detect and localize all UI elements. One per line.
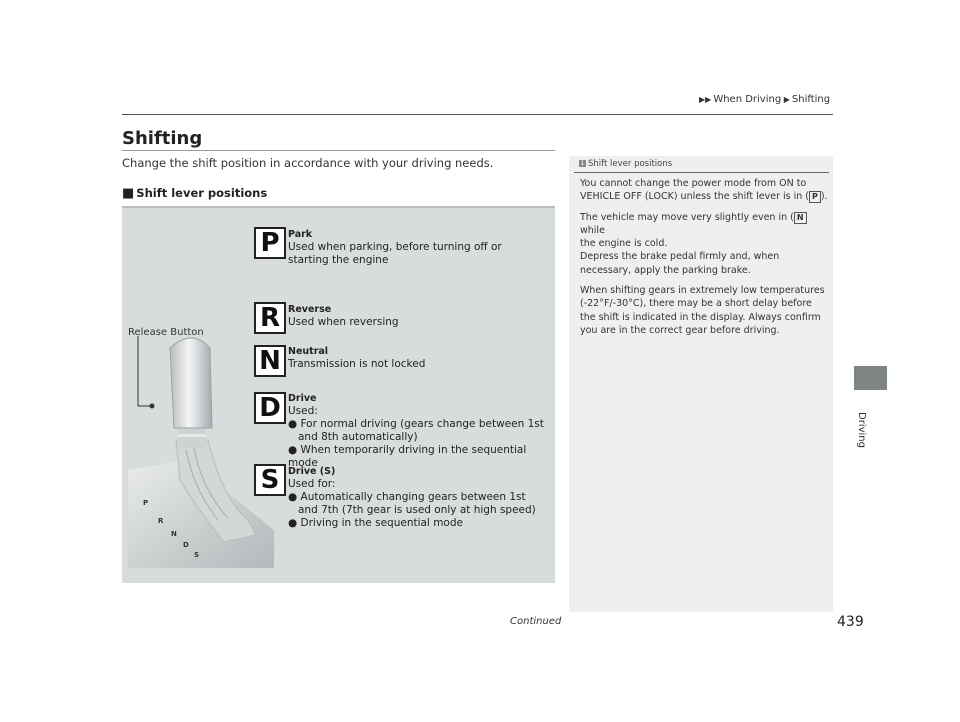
intro-text: Change the shift position in accordance with your driving needs. bbox=[122, 156, 494, 170]
gear-p-icon: P bbox=[254, 227, 286, 259]
sidebar-paragraph: When shifting gears in extremely low temperatures (-22°F/-30°C), there may be a short delay before the shift is indicated in the display. Always confirm you are in the correct gear before driving. bbox=[580, 285, 825, 336]
gear-line: Used when parking, before turning off or bbox=[288, 241, 502, 253]
panel-border bbox=[122, 206, 555, 208]
gear-title: Drive bbox=[288, 393, 317, 404]
title-divider bbox=[122, 150, 555, 151]
svg-text:S: S bbox=[194, 551, 200, 559]
gear-r-description bbox=[288, 303, 550, 329]
double-arrow-icon: ▶▶ bbox=[699, 95, 712, 104]
svg-text:P: P bbox=[143, 499, 149, 507]
breadcrumb bbox=[699, 94, 830, 105]
breadcrumb-item[interactable]: Shifting bbox=[791, 94, 831, 105]
square-bullet-icon: ■ bbox=[122, 186, 135, 201]
gear-title: Reverse bbox=[288, 304, 332, 315]
gear-d-description bbox=[288, 392, 552, 470]
gear-box-p: P bbox=[809, 191, 821, 203]
bullet-continuation: and 8th automatically) bbox=[298, 431, 418, 443]
sidebar-paragraph: Depress the brake pedal firmly and, when necessary, apply the parking brake. bbox=[580, 251, 780, 276]
gear-title: Neutral bbox=[288, 346, 329, 357]
gear-title: Park bbox=[288, 229, 313, 240]
bullet-icon: ● bbox=[288, 444, 298, 456]
sidebar-text bbox=[580, 177, 830, 344]
page-number: 439 bbox=[837, 614, 864, 630]
gear-title: Drive (S) bbox=[288, 466, 336, 477]
sidebar-title: 1 Shift lever positions bbox=[580, 159, 673, 169]
gear-n-icon: N bbox=[254, 345, 286, 377]
bullet-item: ● When temporarily driving in the sequential mode bbox=[288, 444, 527, 469]
continued-label: Continued bbox=[510, 616, 562, 627]
gear-line: Used for: bbox=[288, 478, 336, 490]
chapter-tab-label: Driving bbox=[856, 412, 867, 448]
gear-s-icon: S bbox=[254, 464, 286, 496]
page-title: Shifting bbox=[122, 128, 203, 149]
gear-line: Transmission is not locked bbox=[288, 358, 426, 370]
arrow-icon: ▶ bbox=[781, 95, 790, 104]
bullet-icon: ● bbox=[288, 418, 298, 430]
bullet-icon: ● bbox=[288, 517, 298, 529]
sidebar-paragraph: You cannot change the power mode from ON to VEHICLE OFF (LOCK) unless the shift lever is in ( P ). bbox=[580, 178, 828, 203]
bullet-item: ● Driving in the sequential mode bbox=[288, 517, 463, 529]
note-marker-icon: 1 bbox=[580, 160, 585, 167]
gear-n-description bbox=[288, 345, 550, 371]
gear-p-description bbox=[288, 228, 550, 267]
bullet-item: ● Automatically changing gears between 1st bbox=[288, 491, 526, 503]
gear-line: starting the engine bbox=[288, 254, 389, 266]
gear-box-n: N bbox=[794, 212, 807, 224]
gear-line: Used: bbox=[288, 405, 318, 417]
chapter-tab bbox=[854, 366, 887, 390]
sidebar-divider bbox=[574, 172, 829, 173]
release-button-label: Release Button bbox=[128, 327, 204, 338]
gear-line: Used when reversing bbox=[288, 316, 399, 328]
sidebar-paragraph: The vehicle may move very slightly even in ( N while the engine is cold. bbox=[580, 211, 830, 251]
section-heading: ■ Shift lever positions bbox=[122, 186, 268, 201]
header-divider bbox=[122, 114, 833, 115]
gear-d-icon: D bbox=[254, 392, 286, 424]
bullet-icon: ● bbox=[288, 491, 298, 503]
svg-text:R: R bbox=[158, 517, 164, 525]
gear-s-description bbox=[288, 465, 550, 530]
bullet-item: ● For normal driving (gears change between 1st bbox=[288, 418, 544, 430]
breadcrumb-item[interactable]: When Driving bbox=[713, 94, 782, 105]
gear-r-icon: R bbox=[254, 302, 286, 334]
svg-text:D: D bbox=[183, 541, 189, 549]
shift-lever-illustration bbox=[128, 330, 274, 568]
bullet-continuation: and 7th (7th gear is used only at high speed) bbox=[298, 504, 536, 516]
sidebar-note bbox=[569, 156, 833, 612]
svg-text:N: N bbox=[171, 530, 177, 538]
